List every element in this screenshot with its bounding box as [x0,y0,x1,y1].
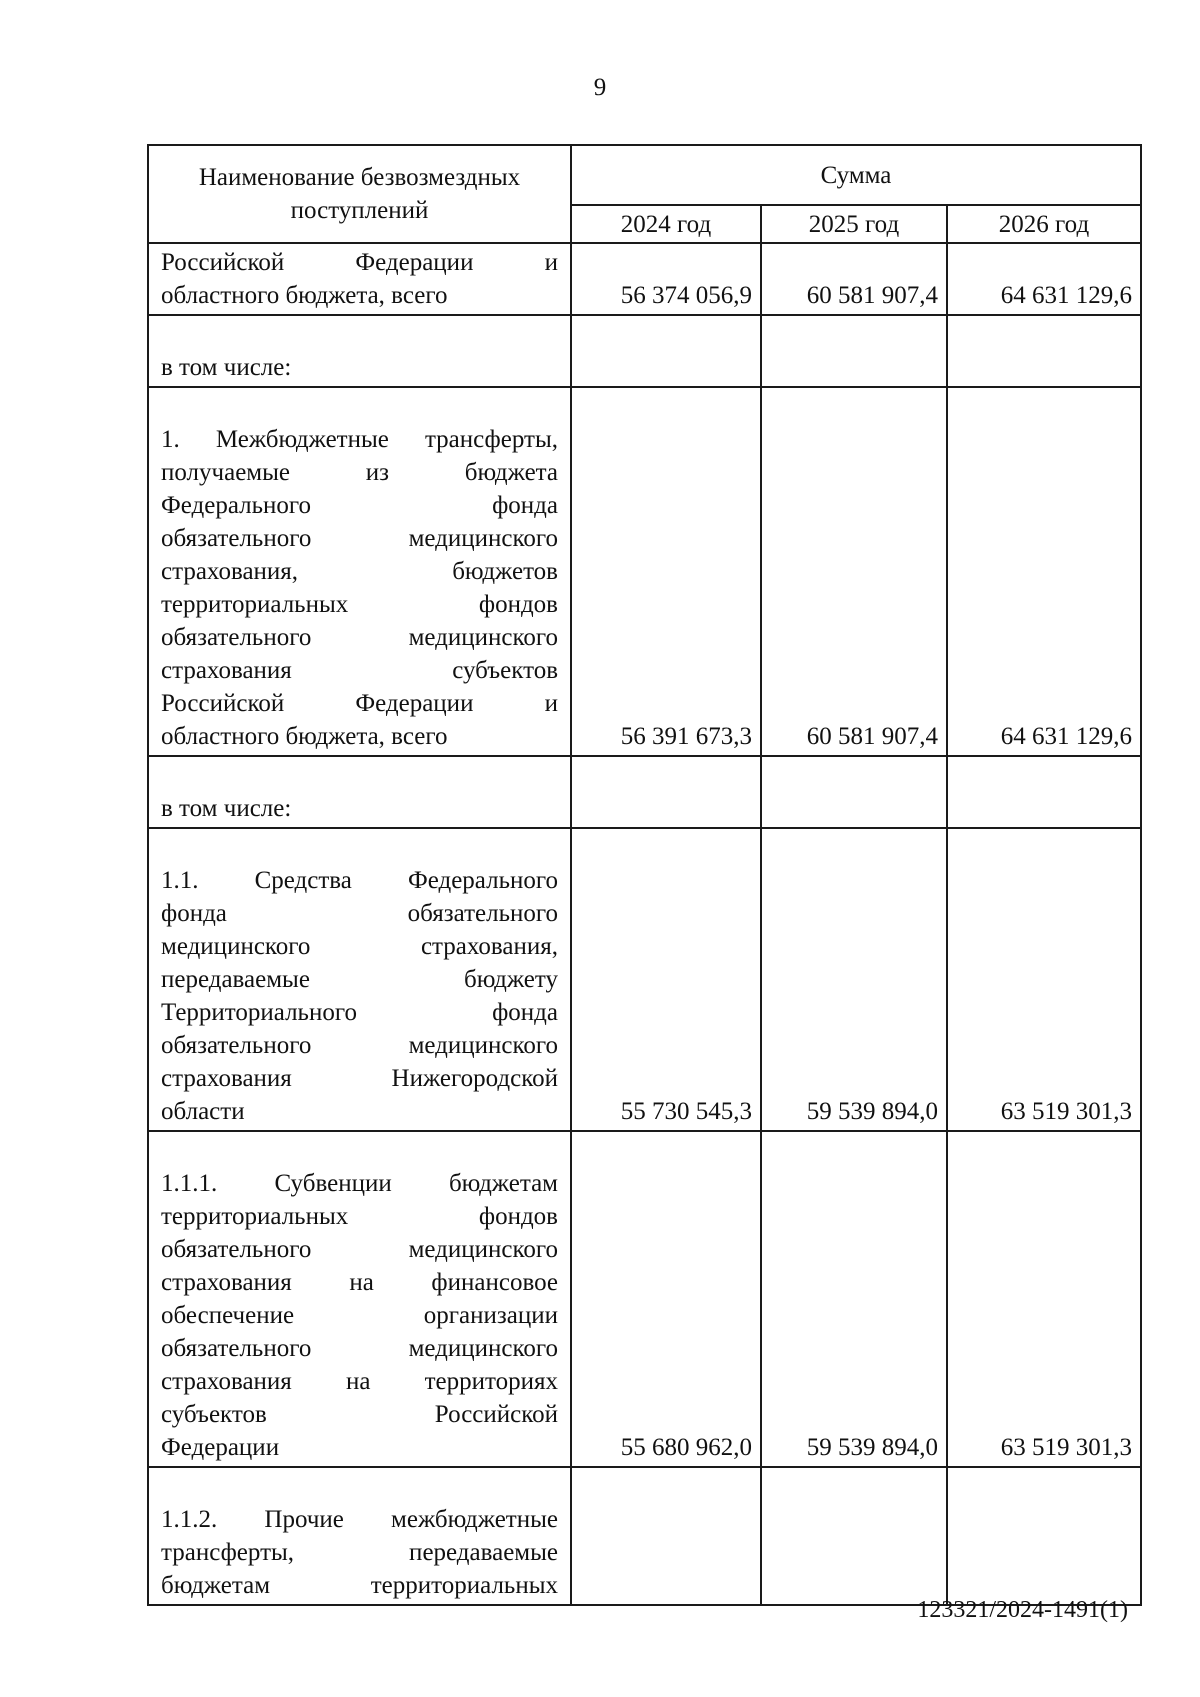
row-value-2025 [761,756,947,828]
row-name-last-line: области [161,1098,245,1125]
row-name-line: 1. Межбюджетные трансферты, [161,426,558,453]
table-body [148,145,1141,1605]
row-name-line: субъектов Российской [161,1401,558,1428]
row-value-2025: 60 581 907,4 [761,243,947,315]
row-value-2026 [947,315,1141,387]
row-name-line: страхования, бюджетов [161,558,558,585]
row-name-line: территориальных фондов [161,591,558,618]
header-name-line: Наименование безвозмездных [198,164,521,191]
table-row [148,315,1141,387]
row-name-line: фонда обязательного [161,900,558,927]
row-name-last-line: в том числе: [161,795,292,822]
row-name-line: обязательного медицинского [161,1236,558,1263]
table-row [148,1131,1141,1467]
row-name-line: Территориального фонда [161,999,558,1026]
row-name-line: страхования субъектов [161,657,558,684]
table-row [148,756,1141,828]
row-value-2025 [761,1467,947,1605]
row-name-line: обязательного медицинского [161,1335,558,1362]
row-name-line: обязательного медицинского [161,1032,558,1059]
row-name-line: обязательного медицинского [161,624,558,651]
table-row [148,243,1141,315]
page-number: 9 [593,74,607,101]
row-spacer [161,1134,558,1167]
row-name-line: обязательного медицинского [161,525,558,552]
row-value-2025: 59 539 894,0 [761,1131,947,1467]
row-value-2026: 63 519 301,3 [947,1131,1141,1467]
row-name-line: 1.1.2. Прочие межбюджетные [161,1506,558,1533]
row-value-2024: 56 374 056,9 [571,243,761,315]
row-name-line: обеспечение организации [161,1302,558,1329]
row-name-line: передаваемые бюджету [161,966,558,993]
header-year-2026: 2026 год [947,205,1141,243]
table-row [148,1467,1141,1605]
row-name-last-line: Федерации [161,1434,280,1461]
header-sum: Сумма [571,145,1141,205]
row-name-line: трансферты, передаваемые [161,1539,558,1566]
header-row-top [148,145,1141,205]
row-name-cell [148,315,571,387]
row-name-line: страхования на территориях [161,1368,558,1395]
row-value-2026: 64 631 129,6 [947,387,1141,756]
row-name-line: территориальных фондов [161,1203,558,1230]
row-value-2026: 63 519 301,3 [947,828,1141,1131]
row-value-2024 [571,315,761,387]
row-name-cell [148,243,571,315]
table-row [148,387,1141,756]
row-value-2026 [947,756,1141,828]
row-name-line: Российской Федерации и [161,690,558,717]
row-value-2025: 60 581 907,4 [761,387,947,756]
header-name-column [148,145,571,243]
row-value-2024 [571,1467,761,1605]
row-spacer [161,318,558,351]
header-name-line: поступлений [290,197,429,224]
row-name-cell [148,828,571,1131]
row-name-cell [148,1467,571,1605]
row-value-2026 [947,1467,1141,1605]
row-name-last-line: областного бюджета, всего [161,282,448,309]
header-year-2025: 2025 год [761,205,947,243]
row-name-last-line: в том числе: [161,354,292,381]
row-spacer [161,390,558,423]
row-name-line: Российской Федерации и [161,249,558,276]
row-spacer [161,759,558,792]
row-name-last-line: областного бюджета, всего [161,723,448,750]
row-name-line: страхования Нижегородской [161,1065,558,1092]
row-name-cell [148,1131,571,1467]
row-value-2024: 55 730 545,3 [571,828,761,1131]
header-year-2024: 2024 год [571,205,761,243]
document-number: 123321/2024-1491(1) [917,1597,1128,1623]
row-name-cell [148,756,571,828]
row-name-line: страхования на финансовое [161,1269,558,1296]
row-spacer [161,1470,558,1503]
row-name-line: 1.1.1. Субвенции бюджетам [161,1170,558,1197]
row-name-line: Федерального фонда [161,492,558,519]
row-value-2024 [571,756,761,828]
row-name-line: получаемые из бюджета [161,459,558,486]
row-name-line: 1.1. Средства Федерального [161,867,558,894]
table-row [148,828,1141,1131]
row-value-2025 [761,315,947,387]
row-value-2024: 56 391 673,3 [571,387,761,756]
row-value-2025: 59 539 894,0 [761,828,947,1131]
budget-table [147,144,1142,1606]
row-value-2024: 55 680 962,0 [571,1131,761,1467]
row-name-line: медицинского страхования, [161,933,558,960]
row-spacer [161,831,558,864]
row-value-2026: 64 631 129,6 [947,243,1141,315]
row-name-line: бюджетам территориальных [161,1572,558,1599]
row-name-cell [148,387,571,756]
